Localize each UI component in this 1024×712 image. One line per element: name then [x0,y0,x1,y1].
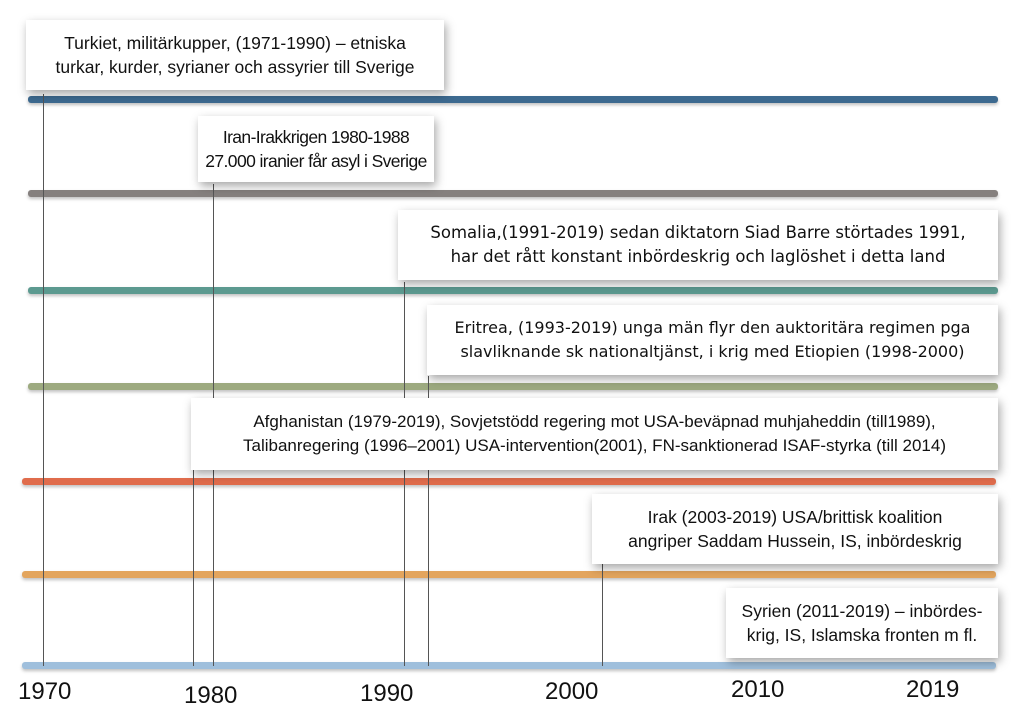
timeline-bar-iran [28,190,998,197]
event-text-line: krig, IS, Islamska fronten m fl. [746,625,978,645]
event-text-line: turkar, kurder, syrianer och assyrier till Sverige [55,57,415,77]
event-card-afghanistan [191,398,998,470]
timeline-bar-syrien [22,662,996,669]
event-text-line: Syrien (2011-2019) – inbördes- [741,601,983,621]
event-card-iran [198,116,434,182]
event-text-line: Iran-Irakkrigen 1980-1988 [222,127,410,147]
connector-turkiet [43,94,44,666]
event-text-line: Turkiet, militärkupper, (1971-1990) – etniska [64,33,406,53]
event-text-line: Afghanistan (1979-2019), Sovjetstödd regering mot USA-beväpnad muhjaheddin (till1989), [253,412,936,431]
timeline-bar-eritrea [28,383,998,390]
event-card-turkiet [26,20,444,90]
connector-somalia [404,282,405,666]
event-text-line: Somalia,(1991-2019) sedan diktatorn Siad Barre störtades 1991, [430,223,966,242]
event-card-somalia [398,210,998,280]
year-label-2000: 2000 [545,678,599,705]
timeline-bar-irak [22,571,996,578]
event-text-line: Irak (2003-2019) USA/brittisk koalition [647,507,943,527]
year-label-2019: 2019 [906,676,960,703]
event-text-line: slavliknande sk nationaltjänst, i krig med Etiopien (1998-2000) [460,342,965,361]
timeline-bar-somalia [28,287,998,294]
connector-irak [602,556,603,666]
event-text-line: Talibanregering (1996–2001) USA-intervention(2001), FN-sanktionerad ISAF-styrka (till 2014) [242,436,946,455]
year-label-1980: 1980 [184,682,238,709]
timeline-bar-turkiet [28,96,998,103]
event-text-line: har det rått konstant inbördeskrig och laglöshet i detta land [450,247,946,266]
event-card-irak [592,494,998,564]
year-label-1990: 1990 [360,680,414,707]
event-text-line: angriper Saddam Hussein, IS, inbördeskrig [628,531,962,551]
event-card-eritrea [427,305,998,375]
event-text-line: 27.000 iranier får asyl i Sverige [205,151,427,171]
event-text-line: Eritrea, (1993-2019) unga män flyr den auktoritära regimen pga [454,318,971,337]
year-label-2010: 2010 [731,676,785,703]
connector-afghanistan [193,470,194,666]
timeline-bar-afghanistan [22,478,996,485]
year-label-1970: 1970 [18,678,72,705]
event-card-syrien [726,588,998,658]
